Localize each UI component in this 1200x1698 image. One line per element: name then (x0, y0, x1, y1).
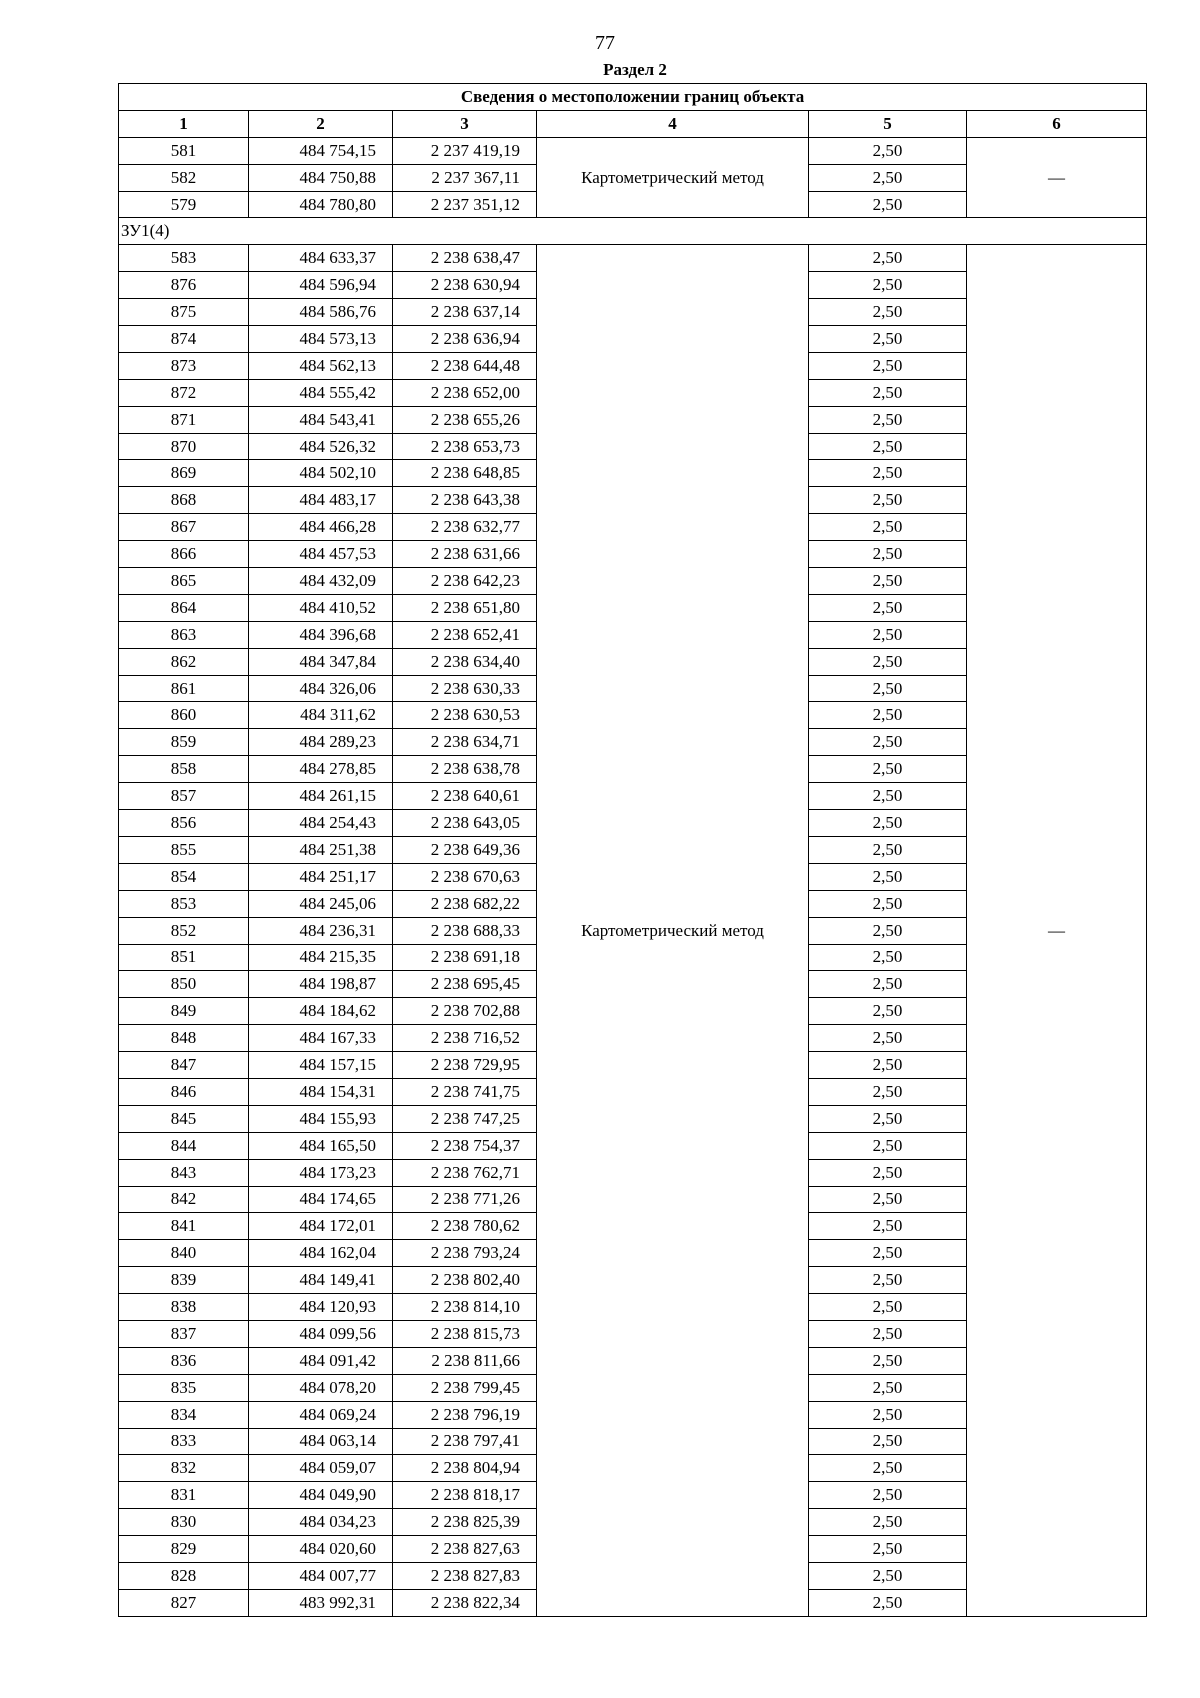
accuracy-cell: 2,50 (809, 406, 967, 433)
coord-x-cell: 484 596,94 (249, 272, 393, 299)
coord-y-cell: 2 238 818,17 (393, 1482, 537, 1509)
point-number-cell: 846 (119, 1078, 249, 1105)
coord-x-cell: 484 165,50 (249, 1132, 393, 1159)
accuracy-cell: 2,50 (809, 1294, 967, 1321)
coord-x-cell: 484 149,41 (249, 1267, 393, 1294)
accuracy-cell: 2,50 (809, 1267, 967, 1294)
accuracy-cell: 2,50 (809, 971, 967, 998)
accuracy-cell: 2,50 (809, 1132, 967, 1159)
coord-x-cell: 483 992,31 (249, 1589, 393, 1616)
accuracy-cell: 2,50 (809, 379, 967, 406)
accuracy-cell: 2,50 (809, 1536, 967, 1563)
coord-y-cell: 2 238 630,33 (393, 675, 537, 702)
coord-x-cell: 484 555,42 (249, 379, 393, 406)
coord-x-cell: 484 432,09 (249, 568, 393, 595)
point-number-cell: 859 (119, 729, 249, 756)
coord-y-cell: 2 238 648,85 (393, 460, 537, 487)
accuracy-cell: 2,50 (809, 514, 967, 541)
accuracy-cell: 2,50 (809, 191, 967, 218)
coord-y-cell: 2 238 797,41 (393, 1428, 537, 1455)
accuracy-cell: 2,50 (809, 1562, 967, 1589)
coord-y-cell: 2 238 636,94 (393, 326, 537, 353)
coord-x-cell: 484 562,13 (249, 352, 393, 379)
accuracy-cell: 2,50 (809, 863, 967, 890)
coord-x-cell: 484 251,38 (249, 836, 393, 863)
point-number-cell: 845 (119, 1105, 249, 1132)
point-number-cell: 876 (119, 272, 249, 299)
accuracy-cell: 2,50 (809, 1105, 967, 1132)
coord-x-cell: 484 251,17 (249, 863, 393, 890)
coord-x-cell: 484 198,87 (249, 971, 393, 998)
column-header-row (119, 110, 1147, 137)
accuracy-cell: 2,50 (809, 1078, 967, 1105)
accuracy-cell: 2,50 (809, 1186, 967, 1213)
point-number-cell: 870 (119, 433, 249, 460)
coord-x-cell: 484 526,32 (249, 433, 393, 460)
coord-x-cell: 484 289,23 (249, 729, 393, 756)
point-number-cell: 868 (119, 487, 249, 514)
point-number-cell: 857 (119, 783, 249, 810)
accuracy-cell: 2,50 (809, 433, 967, 460)
point-number-cell: 848 (119, 1025, 249, 1052)
column-header: 3 (393, 110, 537, 137)
coord-x-cell: 484 750,88 (249, 164, 393, 191)
coord-x-cell: 484 020,60 (249, 1536, 393, 1563)
coord-y-cell: 2 238 762,71 (393, 1159, 537, 1186)
point-number-cell: 873 (119, 352, 249, 379)
coord-y-cell: 2 238 802,40 (393, 1267, 537, 1294)
point-number-cell: 833 (119, 1428, 249, 1455)
point-number-cell: 863 (119, 621, 249, 648)
coord-x-cell: 484 236,31 (249, 917, 393, 944)
coord-y-cell: 2 238 655,26 (393, 406, 537, 433)
coord-y-cell: 2 238 642,23 (393, 568, 537, 595)
accuracy-cell: 2,50 (809, 1509, 967, 1536)
accuracy-cell: 2,50 (809, 1482, 967, 1509)
point-number-cell: 855 (119, 836, 249, 863)
point-number-cell: 841 (119, 1213, 249, 1240)
coord-x-cell: 484 173,23 (249, 1159, 393, 1186)
coord-y-cell: 2 238 804,94 (393, 1455, 537, 1482)
point-number-cell: 849 (119, 998, 249, 1025)
accuracy-cell: 2,50 (809, 1025, 967, 1052)
point-number-cell: 871 (119, 406, 249, 433)
table-row (119, 245, 1147, 272)
accuracy-cell: 2,50 (809, 1401, 967, 1428)
coord-x-cell: 484 780,80 (249, 191, 393, 218)
coord-y-cell: 2 238 652,00 (393, 379, 537, 406)
coord-x-cell: 484 162,04 (249, 1240, 393, 1267)
coord-y-cell: 2 238 691,18 (393, 944, 537, 971)
point-number-cell: 836 (119, 1347, 249, 1374)
point-number-cell: 842 (119, 1186, 249, 1213)
point-number-cell: 864 (119, 594, 249, 621)
accuracy-cell: 2,50 (809, 1213, 967, 1240)
coord-x-cell: 484 078,20 (249, 1374, 393, 1401)
point-number-cell: 830 (119, 1509, 249, 1536)
coord-y-cell: 2 238 630,53 (393, 702, 537, 729)
accuracy-cell: 2,50 (809, 487, 967, 514)
coord-x-cell: 484 347,84 (249, 648, 393, 675)
coord-x-cell: 484 278,85 (249, 756, 393, 783)
coord-x-cell: 484 410,52 (249, 594, 393, 621)
point-number-cell: 827 (119, 1589, 249, 1616)
point-number-cell: 850 (119, 971, 249, 998)
point-number-cell: 869 (119, 460, 249, 487)
accuracy-cell: 2,50 (809, 648, 967, 675)
table-body (119, 137, 1147, 1616)
coord-x-cell: 484 254,43 (249, 810, 393, 837)
section-title: Раздел 2 (603, 60, 667, 79)
point-number-cell: 579 (119, 191, 249, 218)
accuracy-cell: 2,50 (809, 245, 967, 272)
accuracy-cell: 2,50 (809, 810, 967, 837)
point-number-cell: 861 (119, 675, 249, 702)
point-number-cell: 853 (119, 890, 249, 917)
point-number-cell: 867 (119, 514, 249, 541)
page-number: 77 (595, 32, 615, 54)
point-number-cell: 852 (119, 917, 249, 944)
coord-x-cell: 484 157,15 (249, 1052, 393, 1079)
coord-x-cell: 484 261,15 (249, 783, 393, 810)
point-number-cell: 860 (119, 702, 249, 729)
coord-x-cell: 484 034,23 (249, 1509, 393, 1536)
coord-y-cell: 2 237 367,11 (393, 164, 537, 191)
point-number-cell: 862 (119, 648, 249, 675)
coord-x-cell: 484 573,13 (249, 326, 393, 353)
point-number-cell: 854 (119, 863, 249, 890)
point-number-cell: 843 (119, 1159, 249, 1186)
accuracy-cell: 2,50 (809, 1240, 967, 1267)
coord-y-cell: 2 238 670,63 (393, 863, 537, 890)
accuracy-cell: 2,50 (809, 352, 967, 379)
accuracy-cell: 2,50 (809, 594, 967, 621)
coord-y-cell: 2 238 799,45 (393, 1374, 537, 1401)
accuracy-cell: 2,50 (809, 299, 967, 326)
accuracy-cell: 2,50 (809, 890, 967, 917)
coord-y-cell: 2 238 638,47 (393, 245, 537, 272)
coord-x-cell: 484 184,62 (249, 998, 393, 1025)
coord-x-cell: 484 326,06 (249, 675, 393, 702)
coord-y-cell: 2 238 796,19 (393, 1401, 537, 1428)
coord-x-cell: 484 155,93 (249, 1105, 393, 1132)
column-header: 6 (967, 110, 1147, 137)
point-number-cell: 858 (119, 756, 249, 783)
coord-y-cell: 2 238 640,61 (393, 783, 537, 810)
coord-x-cell: 484 091,42 (249, 1347, 393, 1374)
point-number-cell: 875 (119, 299, 249, 326)
coord-y-cell: 2 238 702,88 (393, 998, 537, 1025)
coord-y-cell: 2 238 771,26 (393, 1186, 537, 1213)
accuracy-cell: 2,50 (809, 164, 967, 191)
coord-y-cell: 2 238 644,48 (393, 352, 537, 379)
table-title: Сведения о местоположении границ объекта (119, 84, 1147, 111)
coord-y-cell: 2 238 632,77 (393, 514, 537, 541)
group-label-row (119, 218, 1147, 245)
column-header: 5 (809, 110, 967, 137)
point-number-cell: 840 (119, 1240, 249, 1267)
coord-x-cell: 484 215,35 (249, 944, 393, 971)
coord-y-cell: 2 238 827,83 (393, 1562, 537, 1589)
method-cell: Картометрический метод (537, 137, 809, 218)
coord-x-cell: 484 311,62 (249, 702, 393, 729)
coord-y-cell: 2 238 827,63 (393, 1536, 537, 1563)
coord-y-cell: 2 237 419,19 (393, 137, 537, 164)
coord-y-cell: 2 238 825,39 (393, 1509, 537, 1536)
accuracy-cell: 2,50 (809, 1455, 967, 1482)
method-cell: Картометрический метод (537, 245, 809, 1616)
accuracy-cell: 2,50 (809, 326, 967, 353)
coord-x-cell: 484 172,01 (249, 1213, 393, 1240)
coord-y-cell: 2 238 634,71 (393, 729, 537, 756)
coord-y-cell: 2 238 814,10 (393, 1294, 537, 1321)
coord-y-cell: 2 238 729,95 (393, 1052, 537, 1079)
coord-y-cell: 2 238 653,73 (393, 433, 537, 460)
coord-x-cell: 484 120,93 (249, 1294, 393, 1321)
column-header: 1 (119, 110, 249, 137)
accuracy-cell: 2,50 (809, 729, 967, 756)
coord-y-cell: 2 238 793,24 (393, 1240, 537, 1267)
point-number-cell: 834 (119, 1401, 249, 1428)
coord-y-cell: 2 238 634,40 (393, 648, 537, 675)
coord-y-cell: 2 238 631,66 (393, 541, 537, 568)
accuracy-cell: 2,50 (809, 137, 967, 164)
coord-y-cell: 2 238 643,05 (393, 810, 537, 837)
point-number-cell: 838 (119, 1294, 249, 1321)
note-cell: — (967, 245, 1147, 1616)
column-header: 4 (537, 110, 809, 137)
point-number-cell: 866 (119, 541, 249, 568)
coord-y-cell: 2 238 630,94 (393, 272, 537, 299)
coord-x-cell: 484 063,14 (249, 1428, 393, 1455)
coord-y-cell: 2 238 695,45 (393, 971, 537, 998)
accuracy-cell: 2,50 (809, 756, 967, 783)
coord-x-cell: 484 633,37 (249, 245, 393, 272)
coord-x-cell: 484 049,90 (249, 1482, 393, 1509)
accuracy-cell: 2,50 (809, 1374, 967, 1401)
coord-y-cell: 2 238 651,80 (393, 594, 537, 621)
coord-y-cell: 2 238 716,52 (393, 1025, 537, 1052)
accuracy-cell: 2,50 (809, 836, 967, 863)
accuracy-cell: 2,50 (809, 272, 967, 299)
coord-x-cell: 484 466,28 (249, 514, 393, 541)
point-number-cell: 828 (119, 1562, 249, 1589)
accuracy-cell: 2,50 (809, 1428, 967, 1455)
point-number-cell: 583 (119, 245, 249, 272)
coord-x-cell: 484 174,65 (249, 1186, 393, 1213)
coord-x-cell: 484 167,33 (249, 1025, 393, 1052)
table-title-row (119, 84, 1147, 111)
accuracy-cell: 2,50 (809, 568, 967, 595)
accuracy-cell: 2,50 (809, 1320, 967, 1347)
coord-y-cell: 2 238 652,41 (393, 621, 537, 648)
coord-y-cell: 2 238 811,66 (393, 1347, 537, 1374)
accuracy-cell: 2,50 (809, 917, 967, 944)
note-cell: — (967, 137, 1147, 218)
point-number-cell: 829 (119, 1536, 249, 1563)
point-number-cell: 874 (119, 326, 249, 353)
accuracy-cell: 2,50 (809, 702, 967, 729)
coord-x-cell: 484 457,53 (249, 541, 393, 568)
point-number-cell: 851 (119, 944, 249, 971)
coord-y-cell: 2 237 351,12 (393, 191, 537, 218)
coord-y-cell: 2 238 822,34 (393, 1589, 537, 1616)
coord-x-cell: 484 586,76 (249, 299, 393, 326)
coord-y-cell: 2 238 754,37 (393, 1132, 537, 1159)
coord-x-cell: 484 069,24 (249, 1401, 393, 1428)
table-row (119, 137, 1147, 164)
accuracy-cell: 2,50 (809, 944, 967, 971)
accuracy-cell: 2,50 (809, 1052, 967, 1079)
accuracy-cell: 2,50 (809, 1589, 967, 1616)
accuracy-cell: 2,50 (809, 998, 967, 1025)
coord-y-cell: 2 238 688,33 (393, 917, 537, 944)
group-label: ЗУ1(4) (119, 218, 1147, 245)
boundary-table (118, 83, 1147, 1617)
point-number-cell: 844 (119, 1132, 249, 1159)
coord-y-cell: 2 238 780,62 (393, 1213, 537, 1240)
coord-y-cell: 2 238 638,78 (393, 756, 537, 783)
accuracy-cell: 2,50 (809, 460, 967, 487)
point-number-cell: 847 (119, 1052, 249, 1079)
accuracy-cell: 2,50 (809, 675, 967, 702)
coord-y-cell: 2 238 741,75 (393, 1078, 537, 1105)
coord-y-cell: 2 238 747,25 (393, 1105, 537, 1132)
coord-y-cell: 2 238 815,73 (393, 1320, 537, 1347)
coord-x-cell: 484 245,06 (249, 890, 393, 917)
coord-x-cell: 484 483,17 (249, 487, 393, 514)
coord-x-cell: 484 007,77 (249, 1562, 393, 1589)
coord-y-cell: 2 238 643,38 (393, 487, 537, 514)
accuracy-cell: 2,50 (809, 783, 967, 810)
point-number-cell: 581 (119, 137, 249, 164)
point-number-cell: 872 (119, 379, 249, 406)
coord-y-cell: 2 238 649,36 (393, 836, 537, 863)
coord-x-cell: 484 396,68 (249, 621, 393, 648)
coord-x-cell: 484 154,31 (249, 1078, 393, 1105)
point-number-cell: 582 (119, 164, 249, 191)
point-number-cell: 831 (119, 1482, 249, 1509)
column-header: 2 (249, 110, 393, 137)
coord-y-cell: 2 238 637,14 (393, 299, 537, 326)
point-number-cell: 832 (119, 1455, 249, 1482)
coord-x-cell: 484 099,56 (249, 1320, 393, 1347)
point-number-cell: 837 (119, 1320, 249, 1347)
coord-x-cell: 484 059,07 (249, 1455, 393, 1482)
coord-y-cell: 2 238 682,22 (393, 890, 537, 917)
coord-x-cell: 484 543,41 (249, 406, 393, 433)
accuracy-cell: 2,50 (809, 621, 967, 648)
point-number-cell: 839 (119, 1267, 249, 1294)
coord-x-cell: 484 502,10 (249, 460, 393, 487)
accuracy-cell: 2,50 (809, 541, 967, 568)
point-number-cell: 835 (119, 1374, 249, 1401)
accuracy-cell: 2,50 (809, 1159, 967, 1186)
point-number-cell: 856 (119, 810, 249, 837)
coord-x-cell: 484 754,15 (249, 137, 393, 164)
accuracy-cell: 2,50 (809, 1347, 967, 1374)
point-number-cell: 865 (119, 568, 249, 595)
